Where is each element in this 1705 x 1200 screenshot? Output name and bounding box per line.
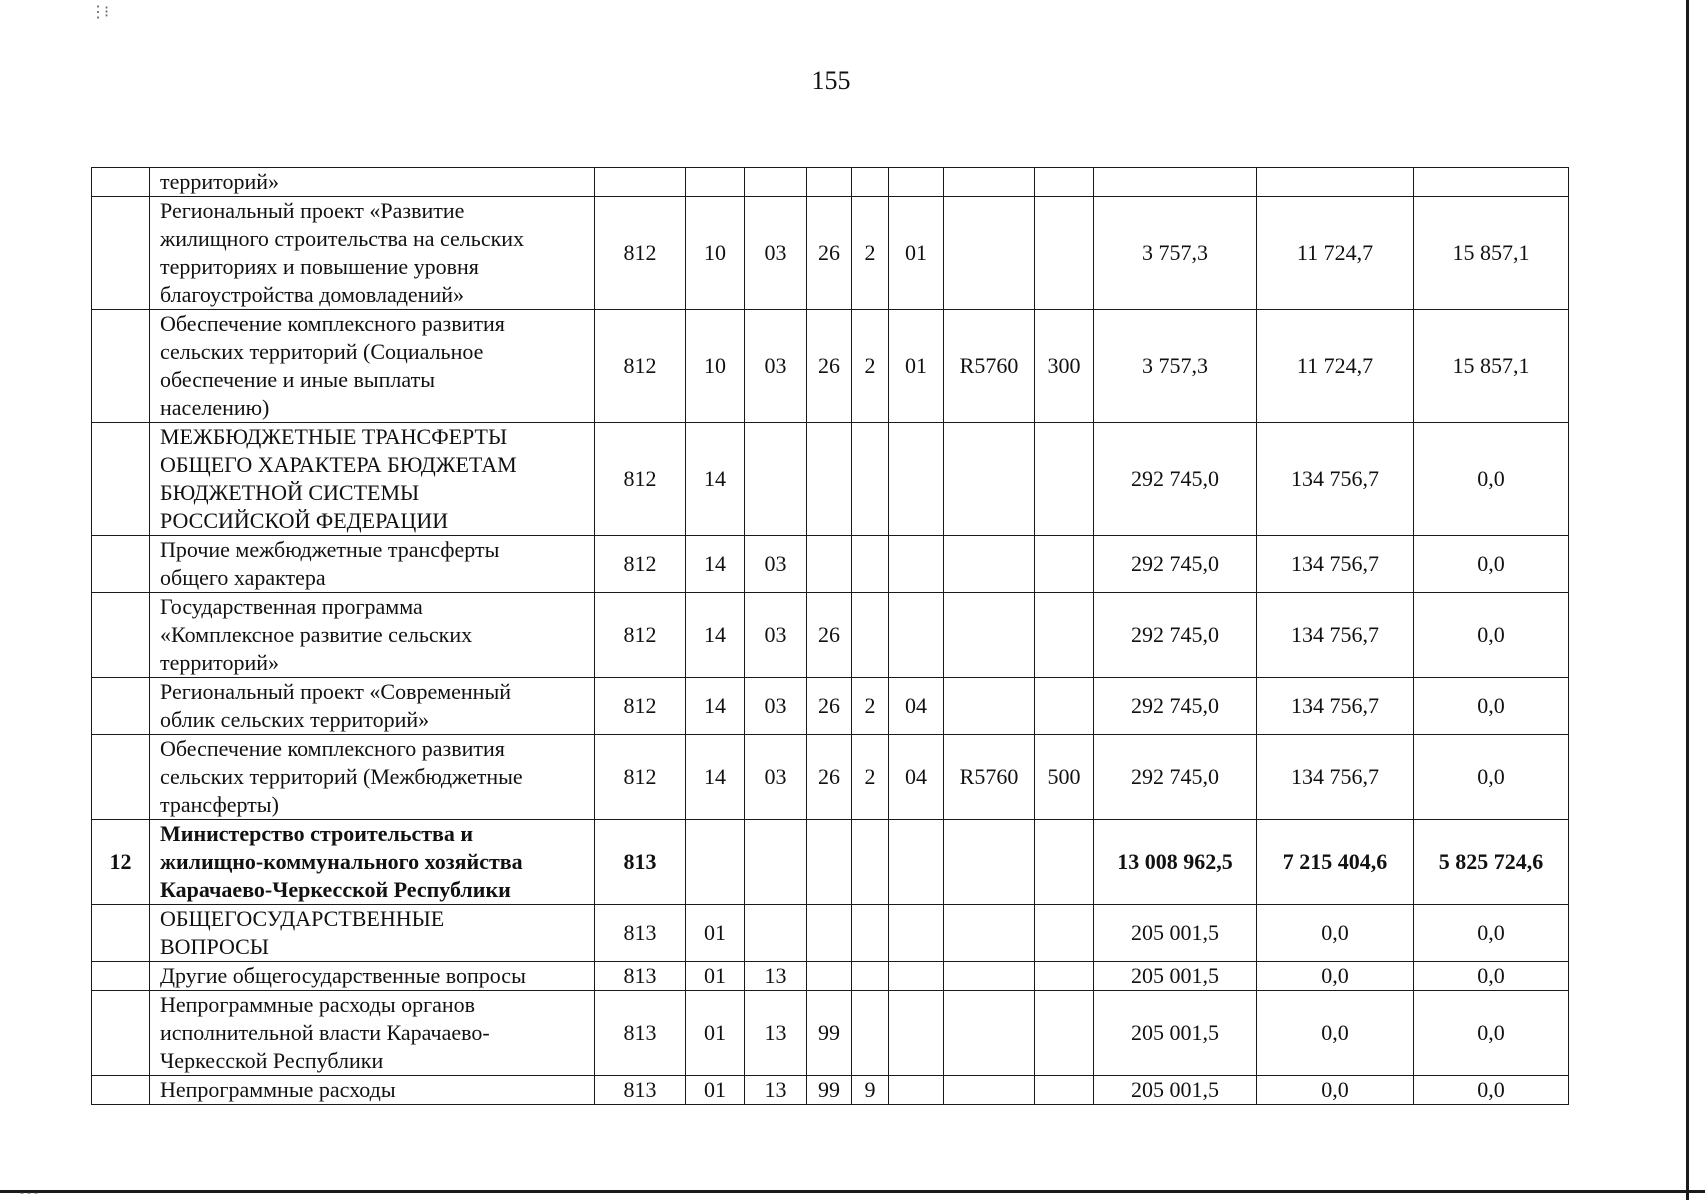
cell-pr: 03 <box>745 536 807 593</box>
cell-num <box>92 1076 150 1105</box>
cell-cs3 <box>889 423 944 536</box>
table-row <box>92 536 1569 593</box>
cell-vr <box>1035 991 1094 1076</box>
cell-amount-year1: 3 757,3 <box>1094 197 1257 310</box>
cell-amount-year3: 0,0 <box>1414 905 1569 962</box>
table-row <box>92 168 1569 197</box>
cell-num <box>92 962 150 991</box>
cell-cs1 <box>807 962 852 991</box>
table-row <box>92 678 1569 735</box>
table-row <box>92 820 1569 905</box>
cell-cs1 <box>807 168 852 197</box>
table-row <box>92 905 1569 962</box>
cell-vr <box>1035 197 1094 310</box>
cell-amount-year3: 0,0 <box>1414 991 1569 1076</box>
cell-vr <box>1035 593 1094 678</box>
cell-name: Обеспечение комплексного развития сельских территорий (Межбюджетные трансферты) <box>150 735 595 820</box>
cell-amount-year1 <box>1094 168 1257 197</box>
cell-cs2 <box>852 593 889 678</box>
cell-gr: 813 <box>595 962 686 991</box>
cell-gr <box>595 168 686 197</box>
cell-cs1 <box>807 905 852 962</box>
cell-gr: 813 <box>595 991 686 1076</box>
cell-cs3: 01 <box>889 197 944 310</box>
cell-amount-year3: 0,0 <box>1414 593 1569 678</box>
scan-edge-right <box>1686 0 1689 1200</box>
cell-amount-year3: 15 857,1 <box>1414 310 1569 423</box>
cell-cs4 <box>944 905 1035 962</box>
cell-gr: 812 <box>595 593 686 678</box>
cell-pr <box>745 905 807 962</box>
cell-amount-year3 <box>1414 168 1569 197</box>
table-row <box>92 991 1569 1076</box>
cell-rz: 10 <box>686 197 745 310</box>
cell-num: 12 <box>92 820 150 905</box>
cell-pr: 13 <box>745 962 807 991</box>
cell-vr <box>1035 962 1094 991</box>
cell-gr: 812 <box>595 536 686 593</box>
table-body <box>92 168 1569 1105</box>
cell-rz: 14 <box>686 735 745 820</box>
cell-gr: 812 <box>595 678 686 735</box>
cell-name: Министерство строительства и жилищно-коммунального хозяйства Карачаево-Черкесской Республики <box>150 820 595 905</box>
cell-pr <box>745 168 807 197</box>
cell-cs2: 2 <box>852 197 889 310</box>
cell-vr: 300 <box>1035 310 1094 423</box>
cell-amount-year1: 292 745,0 <box>1094 678 1257 735</box>
cell-cs3 <box>889 905 944 962</box>
cell-amount-year1: 205 001,5 <box>1094 905 1257 962</box>
table-row <box>92 962 1569 991</box>
cell-cs4 <box>944 820 1035 905</box>
cell-name: ОБЩЕГОСУДАРСТВЕННЫЕ ВОПРОСЫ <box>150 905 595 962</box>
cell-pr: 03 <box>745 310 807 423</box>
cell-cs4 <box>944 168 1035 197</box>
scan-edge-bottom <box>0 1190 1705 1193</box>
cell-name: Обеспечение комплексного развития сельских территорий (Социальное обеспечение и иные выплаты населению) <box>150 310 595 423</box>
cell-amount-year3: 0,0 <box>1414 536 1569 593</box>
cell-amount-year3: 0,0 <box>1414 423 1569 536</box>
cell-rz <box>686 820 745 905</box>
cell-gr: 813 <box>595 905 686 962</box>
cell-name: Региональный проект «Современный облик сельских территорий» <box>150 678 595 735</box>
scan-dash: - - - <box>20 1185 38 1199</box>
cell-cs4 <box>944 678 1035 735</box>
table-row <box>92 1076 1569 1105</box>
cell-cs4 <box>944 1076 1035 1105</box>
cell-rz: 14 <box>686 593 745 678</box>
cell-amount-year2: 11 724,7 <box>1257 310 1414 423</box>
cell-amount-year1: 205 001,5 <box>1094 991 1257 1076</box>
cell-amount-year2: 0,0 <box>1257 905 1414 962</box>
cell-num <box>92 310 150 423</box>
cell-num <box>92 905 150 962</box>
cell-rz: 01 <box>686 991 745 1076</box>
cell-name: Прочие межбюджетные трансферты общего характера <box>150 536 595 593</box>
cell-cs4 <box>944 593 1035 678</box>
cell-rz: 14 <box>686 678 745 735</box>
cell-cs4: R5760 <box>944 735 1035 820</box>
cell-cs1: 99 <box>807 1076 852 1105</box>
cell-amount-year1: 292 745,0 <box>1094 536 1257 593</box>
cell-cs3 <box>889 168 944 197</box>
cell-cs2: 9 <box>852 1076 889 1105</box>
cell-cs3: 01 <box>889 310 944 423</box>
cell-amount-year2: 0,0 <box>1257 1076 1414 1105</box>
cell-amount-year1: 205 001,5 <box>1094 962 1257 991</box>
cell-num <box>92 735 150 820</box>
cell-name: Государственная программа «Комплексное развитие сельских территорий» <box>150 593 595 678</box>
cell-amount-year2: 7 215 404,6 <box>1257 820 1414 905</box>
cell-cs1: 26 <box>807 310 852 423</box>
cell-cs4 <box>944 991 1035 1076</box>
table-row <box>92 735 1569 820</box>
cell-rz: 01 <box>686 905 745 962</box>
cell-name: территорий» <box>150 168 595 197</box>
cell-pr: 03 <box>745 593 807 678</box>
cell-cs4 <box>944 423 1035 536</box>
cell-amount-year1: 3 757,3 <box>1094 310 1257 423</box>
cell-name: Региональный проект «Развитие жилищного строительства на сельских территориях и повышение уровня благоустройства домовладений» <box>150 197 595 310</box>
cell-amount-year1: 292 745,0 <box>1094 735 1257 820</box>
cell-cs4 <box>944 962 1035 991</box>
table-row <box>92 310 1569 423</box>
cell-cs1: 99 <box>807 991 852 1076</box>
cell-gr: 812 <box>595 197 686 310</box>
cell-num <box>92 168 150 197</box>
cell-name: Непрограммные расходы органов исполнительной власти Карачаево- Черкесской Республики <box>150 991 595 1076</box>
cell-cs3 <box>889 820 944 905</box>
cell-vr <box>1035 536 1094 593</box>
cell-cs1: 26 <box>807 735 852 820</box>
cell-rz: 10 <box>686 310 745 423</box>
cell-cs2: 2 <box>852 310 889 423</box>
cell-gr: 813 <box>595 820 686 905</box>
cell-num <box>92 991 150 1076</box>
cell-amount-year2: 0,0 <box>1257 962 1414 991</box>
cell-cs2 <box>852 962 889 991</box>
cell-vr <box>1035 168 1094 197</box>
cell-amount-year3: 0,0 <box>1414 1076 1569 1105</box>
cell-cs2 <box>852 820 889 905</box>
cell-amount-year2: 134 756,7 <box>1257 593 1414 678</box>
cell-gr: 813 <box>595 1076 686 1105</box>
cell-amount-year1: 13 008 962,5 <box>1094 820 1257 905</box>
cell-vr <box>1035 423 1094 536</box>
cell-cs2 <box>852 423 889 536</box>
cell-pr: 13 <box>745 1076 807 1105</box>
cell-amount-year2 <box>1257 168 1414 197</box>
cell-cs1 <box>807 536 852 593</box>
scan-corner-mark: ⋮⁝ <box>90 4 108 21</box>
cell-num <box>92 536 150 593</box>
cell-cs4 <box>944 197 1035 310</box>
cell-gr: 812 <box>595 423 686 536</box>
cell-pr: 03 <box>745 735 807 820</box>
cell-vr <box>1035 820 1094 905</box>
cell-amount-year2: 0,0 <box>1257 991 1414 1076</box>
cell-amount-year3: 5 825 724,6 <box>1414 820 1569 905</box>
cell-cs2 <box>852 168 889 197</box>
cell-name: МЕЖБЮДЖЕТНЫЕ ТРАНСФЕРТЫ ОБЩЕГО ХАРАКТЕРА БЮДЖЕТАМ БЮДЖЕТНОЙ СИСТЕМЫ РОССИЙСКОЙ ФЕДЕРАЦИИ <box>150 423 595 536</box>
cell-num <box>92 197 150 310</box>
cell-amount-year2: 134 756,7 <box>1257 423 1414 536</box>
cell-amount-year3: 0,0 <box>1414 735 1569 820</box>
cell-cs2: 2 <box>852 678 889 735</box>
cell-rz: 14 <box>686 423 745 536</box>
cell-gr: 812 <box>595 310 686 423</box>
cell-amount-year1: 292 745,0 <box>1094 593 1257 678</box>
cell-cs2: 2 <box>852 735 889 820</box>
cell-rz: 14 <box>686 536 745 593</box>
page-number: 155 <box>811 66 851 95</box>
cell-pr: 13 <box>745 991 807 1076</box>
cell-cs1: 26 <box>807 197 852 310</box>
cell-amount-year1: 205 001,5 <box>1094 1076 1257 1105</box>
cell-pr <box>745 820 807 905</box>
cell-num <box>92 423 150 536</box>
cell-gr: 812 <box>595 735 686 820</box>
cell-amount-year3: 0,0 <box>1414 962 1569 991</box>
cell-num <box>92 678 150 735</box>
cell-cs2 <box>852 536 889 593</box>
cell-vr <box>1035 1076 1094 1105</box>
cell-cs2 <box>852 905 889 962</box>
cell-amount-year2: 134 756,7 <box>1257 536 1414 593</box>
cell-name: Непрограммные расходы <box>150 1076 595 1105</box>
cell-amount-year2: 134 756,7 <box>1257 735 1414 820</box>
cell-rz: 01 <box>686 962 745 991</box>
table-row <box>92 197 1569 310</box>
cell-pr: 03 <box>745 678 807 735</box>
cell-name: Другие общегосударственные вопросы <box>150 962 595 991</box>
cell-cs3 <box>889 593 944 678</box>
table-row <box>92 593 1569 678</box>
cell-cs3 <box>889 536 944 593</box>
budget-table <box>91 167 1569 1105</box>
cell-amount-year2: 11 724,7 <box>1257 197 1414 310</box>
cell-cs2 <box>852 991 889 1076</box>
cell-amount-year2: 134 756,7 <box>1257 678 1414 735</box>
cell-pr: 03 <box>745 197 807 310</box>
cell-num <box>92 593 150 678</box>
cell-vr <box>1035 905 1094 962</box>
cell-cs3 <box>889 1076 944 1105</box>
cell-cs1: 26 <box>807 678 852 735</box>
cell-amount-year3: 15 857,1 <box>1414 197 1569 310</box>
cell-cs3: 04 <box>889 678 944 735</box>
table-row <box>92 423 1569 536</box>
cell-rz: 01 <box>686 1076 745 1105</box>
cell-cs3: 04 <box>889 735 944 820</box>
cell-cs4 <box>944 536 1035 593</box>
cell-vr <box>1035 678 1094 735</box>
cell-cs3 <box>889 962 944 991</box>
cell-cs1: 26 <box>807 593 852 678</box>
cell-amount-year3: 0,0 <box>1414 678 1569 735</box>
cell-amount-year1: 292 745,0 <box>1094 423 1257 536</box>
cell-rz <box>686 168 745 197</box>
cell-vr: 500 <box>1035 735 1094 820</box>
cell-cs1 <box>807 820 852 905</box>
cell-cs1 <box>807 423 852 536</box>
cell-cs4: R5760 <box>944 310 1035 423</box>
cell-cs3 <box>889 991 944 1076</box>
cell-pr <box>745 423 807 536</box>
